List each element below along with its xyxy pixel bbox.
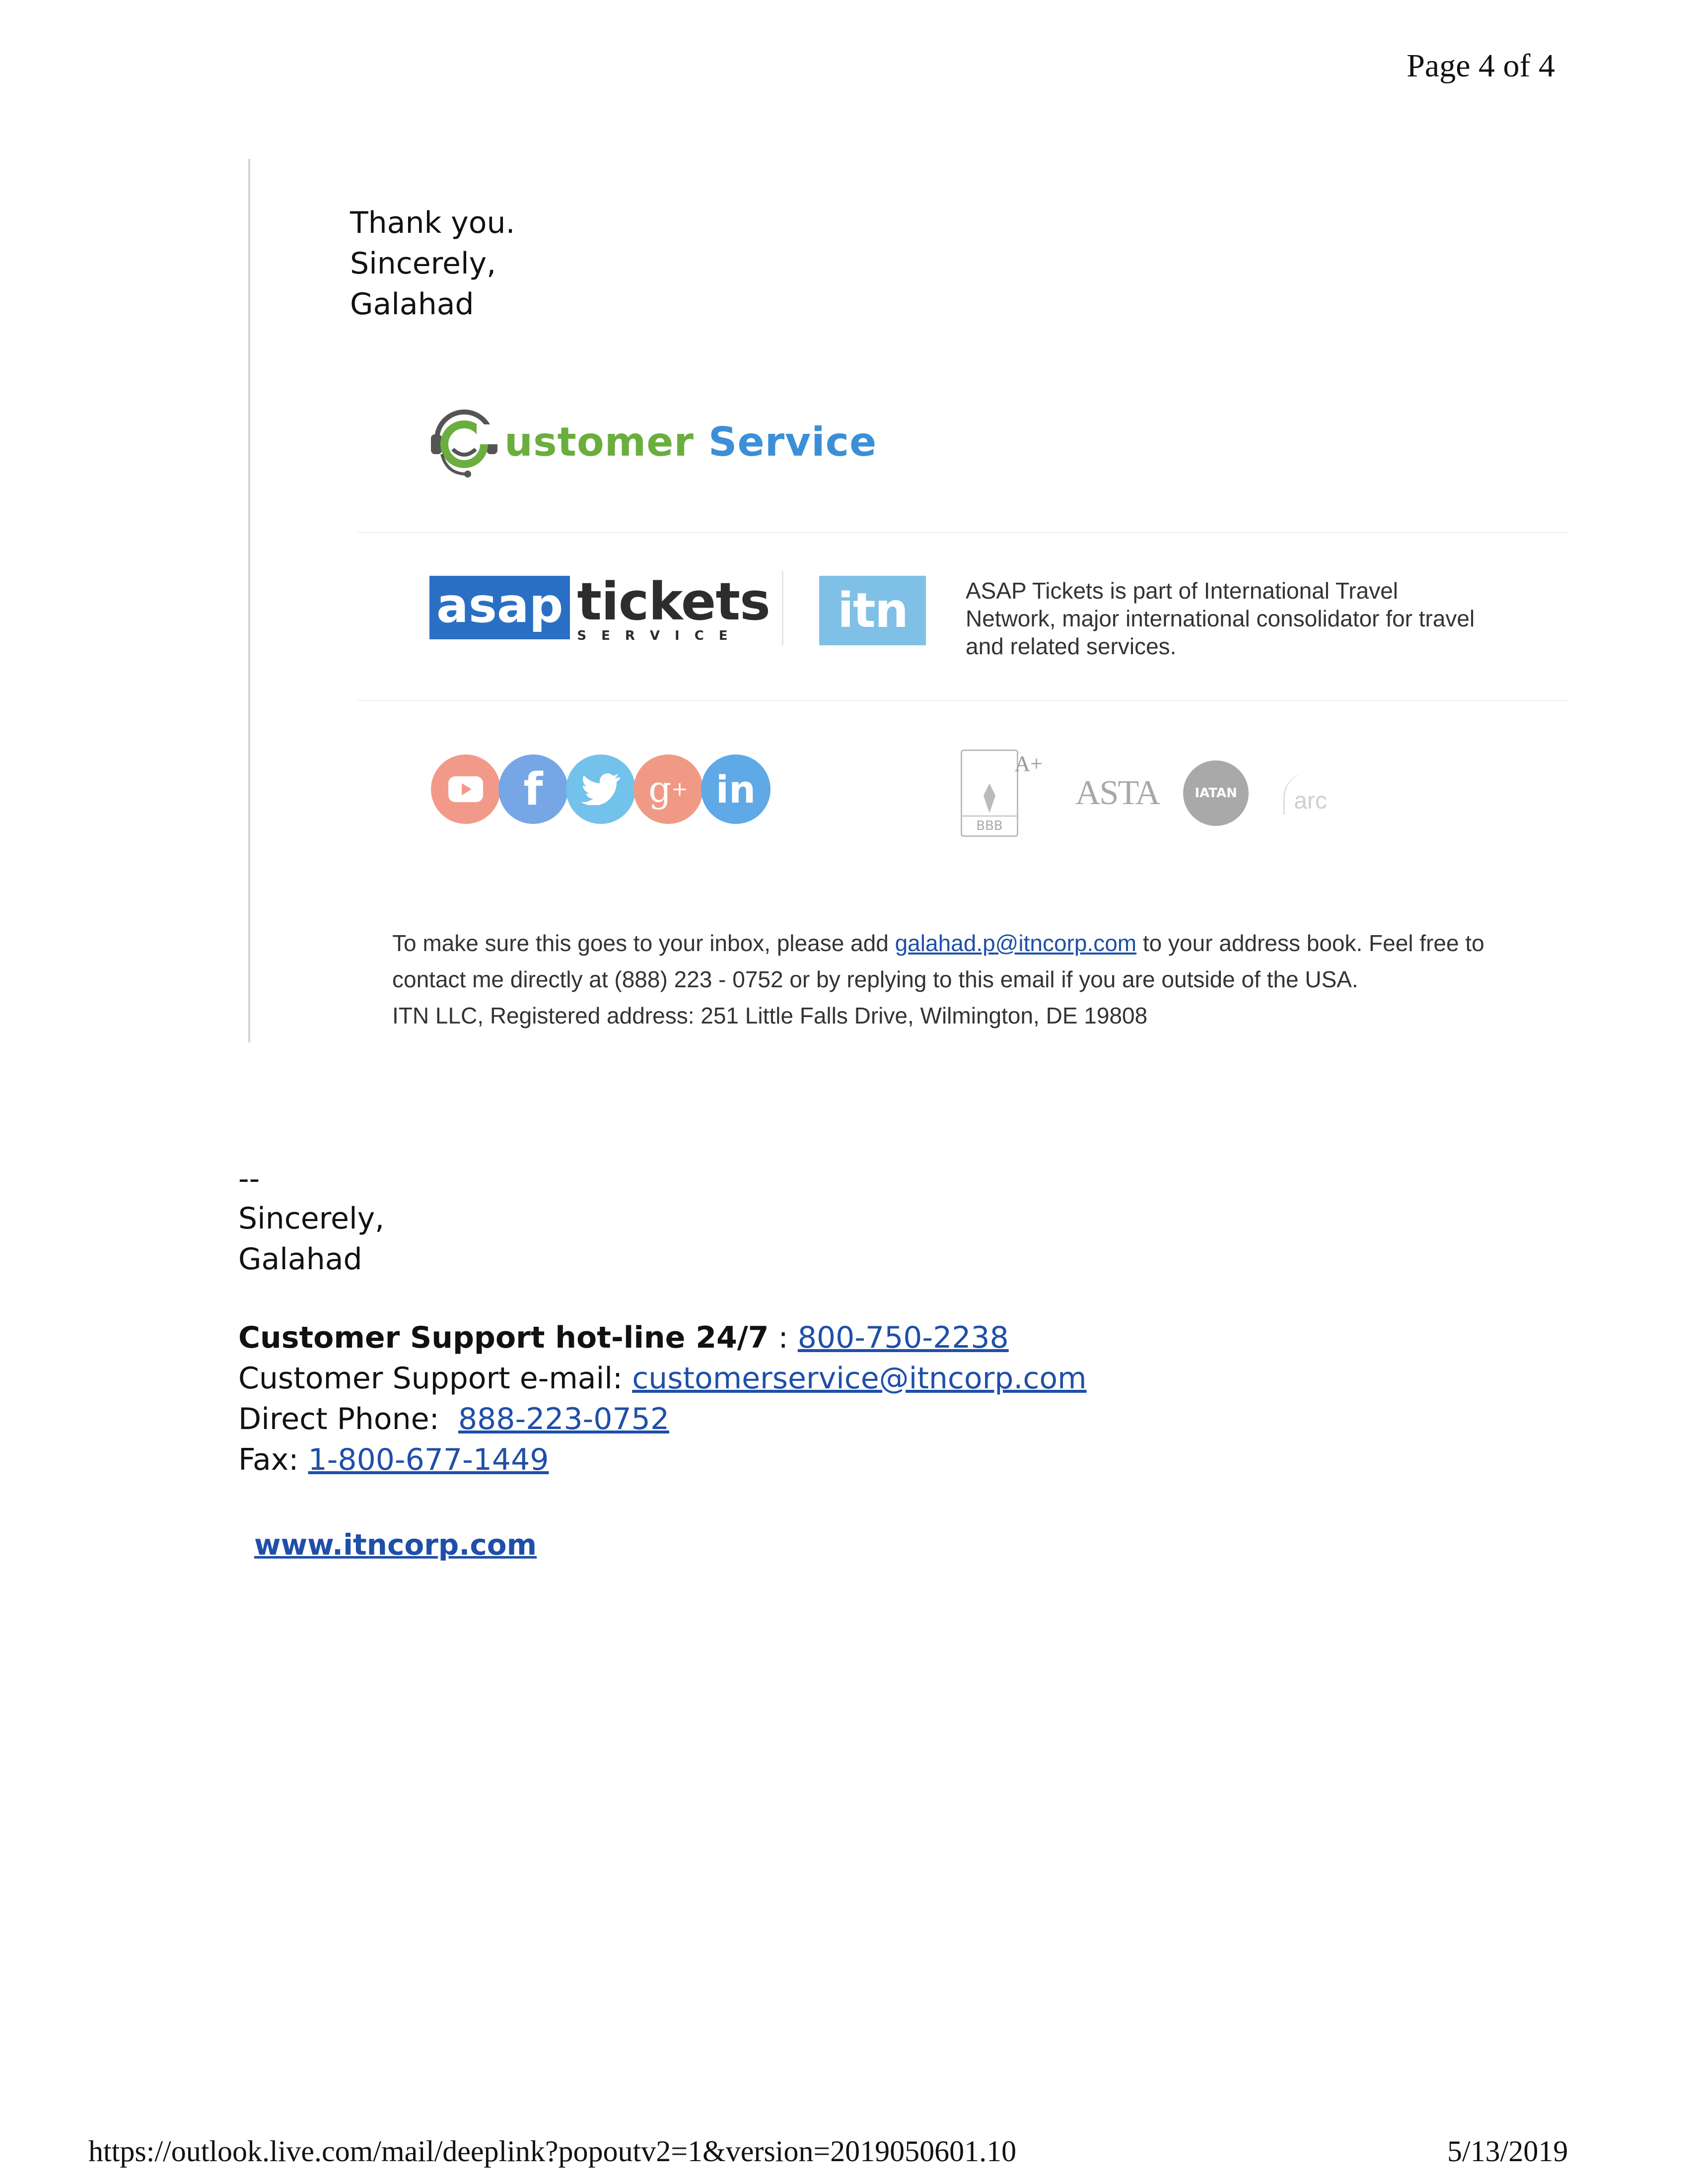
fax-label: Fax: <box>238 1442 308 1477</box>
direct-phone-link[interactable]: 888-223-0752 <box>458 1402 669 1436</box>
support-email-link[interactable]: customerservice@itncorp.com <box>632 1361 1087 1396</box>
website-link[interactable]: www.itncorp.com <box>254 1528 537 1562</box>
signature-signoff <box>238 1198 384 1280</box>
quote-bar <box>248 159 250 1042</box>
bbb-label: BBB <box>962 816 1017 835</box>
page-number: Page 4 of 4 <box>1407 48 1555 84</box>
print-date: 5/13/2019 <box>1447 2135 1568 2168</box>
asap-logo-box: asap <box>429 576 570 639</box>
logo-divider <box>782 571 783 645</box>
iatan-logo: IATAN <box>1183 760 1249 826</box>
footer-text: to your address book. Feel free to contact me directly at (888) 223 - 0752 or by replying to this email if you are outside of the USA. <box>392 930 1484 992</box>
accreditation-logos <box>961 750 1327 837</box>
hotline-link[interactable]: 800-750-2238 <box>797 1320 1009 1355</box>
hotline-label: Customer Support hot-line 24/7 <box>238 1320 769 1355</box>
headset-icon <box>427 400 501 484</box>
fax-link[interactable]: 1-800-677-1449 <box>308 1442 549 1477</box>
asta-logo: ASTA <box>1075 774 1160 812</box>
hotline-row <box>238 1317 1087 1358</box>
signoff-line: Thank you. <box>350 205 515 240</box>
arc-logo: arc <box>1283 772 1327 815</box>
reply-signoff <box>350 203 515 325</box>
bbb-logo <box>961 750 1043 837</box>
itn-description: ASAP Tickets is part of International Travel Network, major international consolidator for travel and related services. <box>966 578 1475 659</box>
twitter-icon[interactable] <box>566 754 635 824</box>
email-label: Customer Support e-mail: <box>238 1361 633 1396</box>
footer-email-link[interactable]: galahad.p@itncorp.com <box>895 930 1137 956</box>
hotline-separator: : <box>769 1320 798 1355</box>
youtube-icon[interactable] <box>431 754 500 824</box>
asap-logo-service: SERVICE <box>577 628 743 643</box>
divider <box>357 532 1569 533</box>
signoff-line: Galahad <box>350 287 474 322</box>
footer-text: To make sure this goes to your inbox, please add <box>392 930 895 956</box>
social-links <box>431 754 769 824</box>
print-url: https://outlook.live.com/mail/deeplink?popoutv2=1&version=2019050601.10 <box>88 2135 1017 2168</box>
facebook-icon[interactable]: f <box>498 754 568 824</box>
contact-block <box>238 1317 1087 1480</box>
cs-logo-word2: Service <box>708 418 877 465</box>
signoff-line: Galahad <box>238 1242 362 1277</box>
footer-note <box>392 925 1534 1034</box>
asap-logo-tickets: tickets <box>577 571 770 632</box>
phone-row <box>238 1399 1087 1439</box>
cs-logo-word1: ustomer <box>504 418 694 465</box>
email-row <box>238 1358 1087 1399</box>
bbb-rating: A+ <box>1014 751 1043 776</box>
google-plus-icon[interactable]: g + <box>633 754 703 824</box>
signoff-line: Sincerely, <box>350 246 496 281</box>
registered-address: ITN LLC, Registered address: 251 Little Falls Drive, Wilmington, DE 19808 <box>392 1003 1148 1028</box>
signature-separator: -- <box>238 1161 260 1196</box>
divider <box>357 700 1569 701</box>
bbb-torch-icon <box>975 781 1004 816</box>
signoff-line: Sincerely, <box>238 1201 385 1236</box>
itn-logo: itn <box>819 576 926 645</box>
asap-tickets-logo <box>429 571 770 643</box>
phone-label: Direct Phone: <box>238 1402 458 1436</box>
customer-service-logo <box>427 397 877 486</box>
fax-row <box>238 1439 1087 1480</box>
linkedin-icon[interactable]: in <box>701 754 771 824</box>
